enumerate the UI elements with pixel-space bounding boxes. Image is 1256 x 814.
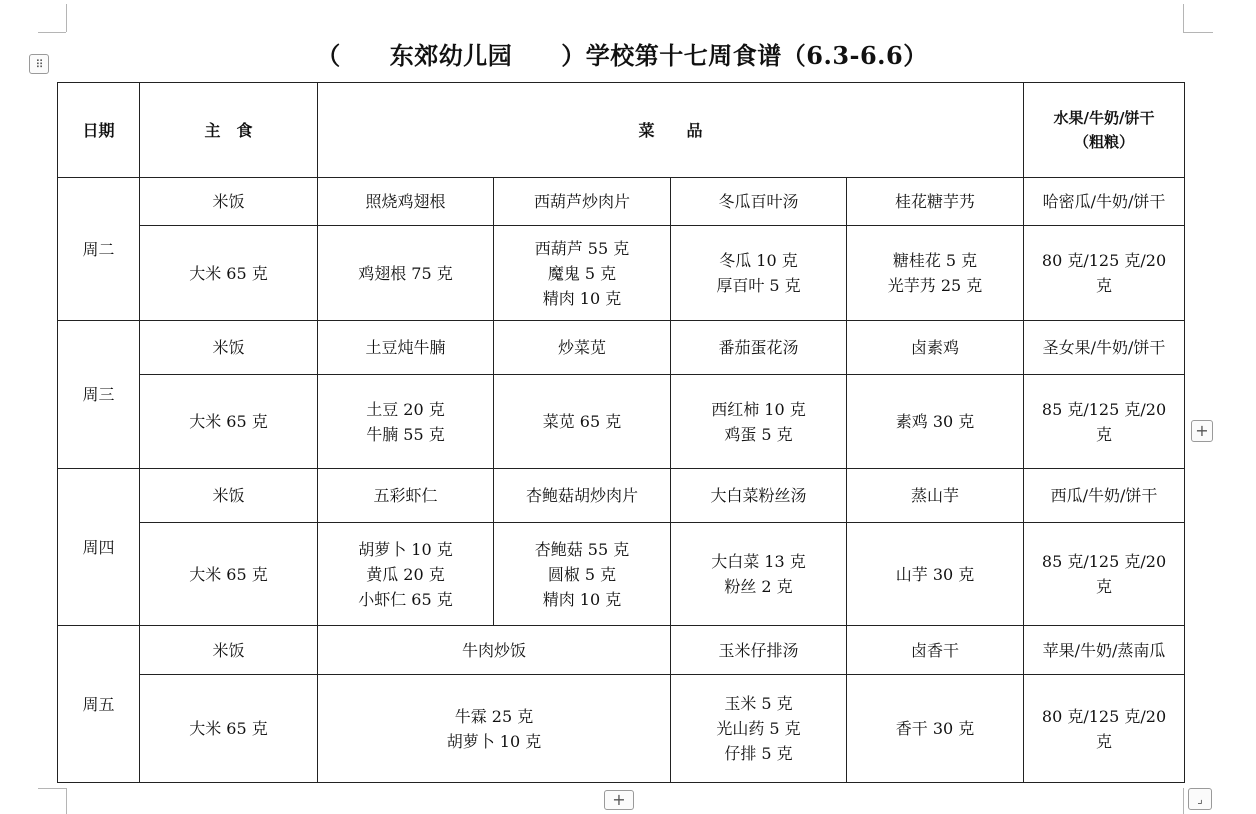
amount-line: 鸡翅根 75 克 [358, 263, 453, 283]
amount-line: 香干 30 克 [895, 719, 975, 738]
dish-cell: 蒸山芋 [847, 469, 1024, 523]
amount-line: 85 克/125 克/20 [1041, 399, 1167, 419]
table-resize-icon[interactable]: ⌟ [1188, 788, 1212, 810]
header-date: 日期 [58, 83, 140, 178]
amount-line: 85 克/125 克/20 [1041, 552, 1167, 571]
dish-cell: 照烧鸡翅根 [318, 178, 494, 226]
amount-cell [671, 675, 847, 783]
dish-cell: 牛肉炒饭 [318, 626, 671, 675]
amount-line: 杏鲍菇 55 克 [534, 539, 630, 559]
fruit-amount-cell [1024, 675, 1185, 783]
day-cell: 周四 [58, 469, 140, 626]
page-corner-mark [1183, 788, 1184, 814]
amount-line: 菜苋 65 克 [542, 412, 622, 431]
menu-row [58, 626, 1185, 675]
header-fruit-line: （粗粮） [1074, 133, 1135, 151]
fruit-amount-cell [1024, 523, 1185, 626]
menu-row [58, 178, 1185, 226]
amount-line: 鸡蛋 5 克 [724, 424, 793, 444]
amount-line: 胡萝卜 10 克 [446, 731, 542, 751]
day-cell: 周五 [58, 626, 140, 783]
staple-amount-cell: 大米 65 克 [140, 226, 318, 321]
amount-line: 光山药 5 克 [716, 719, 801, 738]
amount-line: 魔鬼 5 克 [547, 263, 617, 283]
amount-line: 80 克/125 克/20 [1041, 706, 1167, 726]
amount-row [58, 675, 1185, 783]
amount-line: 厚百叶 5 克 [716, 276, 801, 295]
page-corner-mark [66, 788, 67, 814]
amount-cell [494, 523, 671, 626]
add-row-plus-icon[interactable]: + [604, 790, 634, 810]
dish-cell: 土豆炖牛腩 [318, 321, 494, 375]
amount-cell [847, 675, 1024, 783]
amount-cell [671, 375, 847, 469]
amount-cell [318, 675, 671, 783]
amount-line: 精肉 10 克 [542, 589, 622, 609]
add-column-plus-icon[interactable]: + [1191, 420, 1213, 442]
amount-line: 克 [1096, 424, 1113, 444]
menu-row [58, 469, 1185, 523]
soup-cell: 番茄蛋花汤 [671, 321, 847, 375]
amount-cell [847, 226, 1024, 321]
staple-amount-cell: 大米 65 克 [140, 375, 318, 469]
document-title: （ 东郊幼儿园 ）学校第十七周食谱（6.3-6.6） [316, 41, 928, 70]
amount-line: 小虾仁 65 克 [358, 589, 453, 609]
fruit-cell: 西瓜/牛奶/饼干 [1024, 469, 1185, 523]
page-corner-mark [1183, 32, 1213, 33]
fruit-amount-cell [1024, 226, 1185, 321]
header-fruit [1024, 83, 1185, 178]
day-cell: 周三 [58, 321, 140, 469]
dish-cell: 卤香干 [847, 626, 1024, 675]
page-corner-mark [66, 4, 67, 32]
amount-cell [494, 375, 671, 469]
staple-amount-cell: 大米 65 克 [140, 523, 318, 626]
dish-cell: 卤素鸡 [847, 321, 1024, 375]
amount-cell [318, 226, 494, 321]
amount-line: 西红柿 10 克 [711, 399, 806, 419]
staple-cell: 米饭 [140, 626, 318, 675]
staple-amount-cell: 大米 65 克 [140, 675, 318, 783]
soup-cell: 冬瓜百叶汤 [671, 178, 847, 226]
fruit-cell: 圣女果/牛奶/饼干 [1024, 321, 1185, 375]
amount-line: 粉丝 2 克 [724, 577, 793, 596]
amount-line: 冬瓜 10 克 [719, 251, 798, 270]
dish-cell: 五彩虾仁 [318, 469, 494, 523]
soup-cell: 玉米仔排汤 [671, 626, 847, 675]
amount-row [58, 226, 1185, 321]
amount-row [58, 523, 1185, 626]
dish-cell: 西葫芦炒肉片 [494, 178, 671, 226]
amount-line: 素鸡 30 克 [895, 412, 975, 431]
amount-line: 光芋艿 25 克 [887, 276, 983, 295]
amount-line: 牛腩 55 克 [366, 424, 445, 444]
amount-cell [318, 523, 494, 626]
amount-cell [847, 523, 1024, 626]
amount-line: 圆椒 5 克 [547, 564, 617, 584]
dish-cell: 杏鲍菇胡炒肉片 [494, 469, 671, 523]
table-move-handle-icon[interactable]: ⠿ [29, 54, 49, 74]
amount-line: 西葫芦 55 克 [534, 238, 630, 258]
amount-line: 克 [1096, 577, 1113, 596]
staple-cell: 米饭 [140, 469, 318, 523]
fruit-cell: 哈密瓜/牛奶/饼干 [1024, 178, 1185, 226]
header-row [58, 83, 1185, 178]
menu-row [58, 321, 1185, 375]
header-staple: 主 食 [140, 83, 318, 178]
dish-cell: 桂花糖芋艿 [847, 178, 1024, 226]
staple-cell: 米饭 [140, 178, 318, 226]
amount-cell [318, 375, 494, 469]
amount-line: 土豆 20 克 [366, 399, 445, 419]
amount-line: 山芋 30 克 [895, 564, 975, 584]
amount-line: 仔排 5 克 [724, 744, 793, 763]
amount-cell [494, 226, 671, 321]
soup-cell: 大白菜粉丝汤 [671, 469, 847, 523]
page-corner-mark [38, 788, 66, 789]
amount-line: 胡萝卜 10 克 [358, 539, 453, 559]
page-corner-mark [38, 32, 66, 33]
amount-cell [847, 375, 1024, 469]
amount-line: 黄瓜 20 克 [366, 564, 445, 584]
amount-line: 克 [1096, 276, 1113, 295]
dish-cell: 炒菜苋 [494, 321, 671, 375]
fruit-cell: 苹果/牛奶/蒸南瓜 [1024, 626, 1185, 675]
amount-line: 精肉 10 克 [542, 288, 622, 308]
amount-line: 牛霖 25 克 [454, 706, 534, 726]
amount-line: 克 [1096, 731, 1113, 751]
fruit-amount-cell [1024, 375, 1185, 469]
amount-line: 大白菜 13 克 [711, 552, 806, 571]
header-dishes: 菜 品 [318, 83, 1024, 178]
amount-line: 80 克/125 克/20 [1041, 251, 1167, 270]
amount-cell [671, 226, 847, 321]
amount-row [58, 375, 1185, 469]
page-corner-mark [1183, 4, 1184, 32]
amount-cell [671, 523, 847, 626]
day-cell: 周二 [58, 178, 140, 321]
staple-cell: 米饭 [140, 321, 318, 375]
weekly-menu-table [57, 82, 1185, 783]
amount-line: 玉米 5 克 [724, 694, 793, 713]
header-fruit-line: 水果/牛奶/饼干 [1053, 109, 1155, 127]
amount-line: 糖桂花 5 克 [892, 251, 978, 270]
